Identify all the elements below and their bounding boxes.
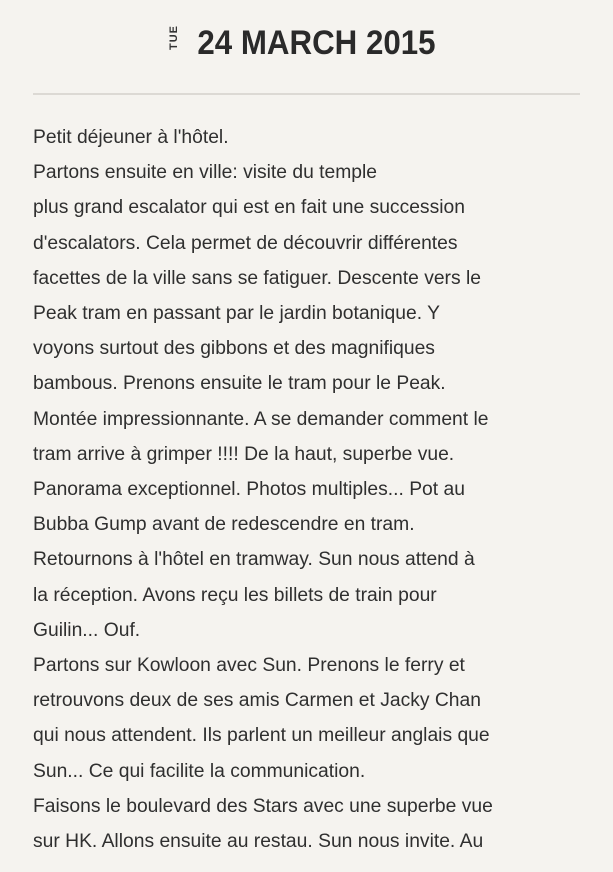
entry-body	[33, 120, 593, 859]
entry-header	[0, 18, 613, 68]
entry-line: bambous. Prenons ensuite le tram pour le Peak.	[33, 373, 446, 395]
entry-line: Bubba Gump avant de redescendre en tram.	[33, 514, 415, 536]
entry-line: Panorama exceptionnel. Photos multiples... Pot au	[33, 479, 465, 501]
entry-line: Partons sur Kowloon avec Sun. Prenons le ferry et	[33, 655, 465, 677]
entry-line: Retournons à l'hôtel en tramway. Sun nous attend à	[33, 549, 475, 571]
entry-line: Faisons le boulevard des Stars avec une superbe vue	[33, 795, 493, 817]
entry-line: qui nous attendent. Ils parlent un meilleur anglais que	[33, 725, 490, 747]
entry-line: retrouvons deux de ses amis Carmen et Jacky Chan	[33, 690, 481, 712]
entry-line: Sun... Ce qui facilite la communication.	[33, 760, 366, 782]
entry-line: la réception. Avons reçu les billets de train pour	[33, 584, 437, 606]
entry-line: d'escalators. Cela permet de découvrir différentes	[33, 232, 458, 254]
entry-line: Montée impressionnante. A se demander comment le	[33, 408, 489, 430]
header-divider	[33, 93, 580, 95]
entry-line: Partons ensuite en ville: visite du temple	[33, 162, 378, 184]
entry-date: 24 MARCH 2015	[197, 23, 436, 62]
entry-line: tram arrive à grimper !!!! De la haut, superbe vue.	[33, 443, 455, 465]
weekday-label: TUE	[168, 25, 181, 50]
entry-line: voyons surtout des gibbons et des magnifiques	[33, 338, 435, 360]
entry-line: plus grand escalator qui est en fait une succession	[33, 197, 465, 219]
entry-line: Petit déjeuner à l'hôtel.	[33, 127, 229, 148]
entry-line: facettes de la ville sans se fatiguer. Descente vers le	[33, 267, 481, 289]
entry-line: Guilin... Ouf.	[33, 619, 141, 641]
entry-line: sur HK. Allons ensuite au restau. Sun nous invite. Au	[33, 831, 484, 853]
entry-line: Peak tram en passant par le jardin botanique. Y	[33, 303, 440, 325]
